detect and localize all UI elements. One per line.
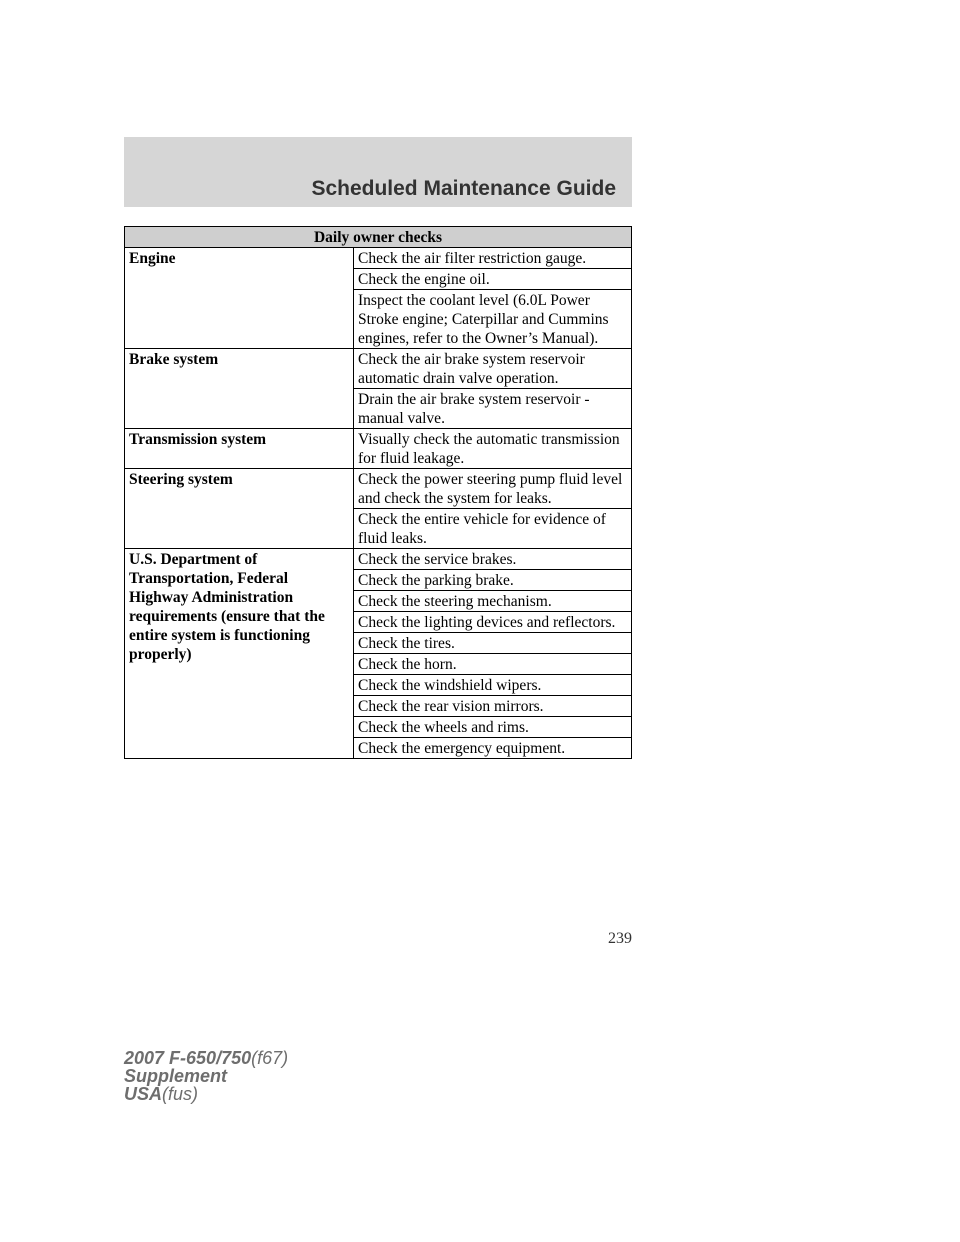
check-item-cell: Check the air brake system reservoir automatic drain valve operation. [354, 349, 632, 389]
category-cell: U.S. Department of Transportation, Federal Highway Administration requirements (ensure that the entire system is functioning properly) [125, 549, 354, 759]
check-item-cell: Visually check the automatic transmission for fluid leakage. [354, 429, 632, 469]
check-item-cell: Check the parking brake. [354, 570, 632, 591]
check-item-cell: Check the tires. [354, 633, 632, 654]
category-cell: Engine [125, 248, 354, 349]
table-heading: Daily owner checks [125, 227, 632, 248]
check-item-cell: Drain the air brake system reservoir - manual valve. [354, 389, 632, 429]
check-item-cell: Check the rear vision mirrors. [354, 696, 632, 717]
table-row [125, 248, 632, 269]
section-header-band [124, 137, 632, 207]
check-item-cell: Check the wheels and rims. [354, 717, 632, 738]
category-cell: Transmission system [125, 429, 354, 469]
footer-market-line [124, 1085, 288, 1103]
check-item-cell: Check the emergency equipment. [354, 738, 632, 759]
section-title: Scheduled Maintenance Guide [311, 177, 616, 200]
footer-model-line [124, 1049, 288, 1067]
table-row [125, 349, 632, 389]
table-row [125, 429, 632, 469]
footer-market: USA [124, 1084, 163, 1104]
check-item-cell: Check the engine oil. [354, 269, 632, 290]
footer-market-code: (fus) [162, 1084, 199, 1104]
footer-supplement: Supplement [124, 1066, 228, 1086]
check-item-cell: Inspect the coolant level (6.0L Power Stroke engine; Caterpillar and Cummins engines, refer to the Owner’s Manual). [354, 290, 632, 349]
daily-owner-checks-table [124, 226, 632, 759]
table-row [125, 469, 632, 509]
category-cell: Brake system [125, 349, 354, 429]
document-footer [124, 1049, 288, 1103]
footer-model: 2007 F-650/750 [124, 1048, 252, 1068]
check-item-cell: Check the entire vehicle for evidence of fluid leaks. [354, 509, 632, 549]
check-item-cell: Check the steering mechanism. [354, 591, 632, 612]
check-item-cell: Check the service brakes. [354, 549, 632, 570]
footer-model-code: (f67) [251, 1048, 289, 1068]
check-item-cell: Check the lighting devices and reflectors. [354, 612, 632, 633]
check-item-cell: Check the horn. [354, 654, 632, 675]
footer-supplement-line [124, 1067, 288, 1085]
check-item-cell: Check the power steering pump fluid level and check the system for leaks. [354, 469, 632, 509]
page-number: 239 [608, 930, 632, 947]
table-body [125, 248, 632, 759]
table-row [125, 549, 632, 570]
category-cell: Steering system [125, 469, 354, 549]
table-heading-row [125, 227, 632, 248]
check-item-cell: Check the windshield wipers. [354, 675, 632, 696]
check-item-cell: Check the air filter restriction gauge. [354, 248, 632, 269]
